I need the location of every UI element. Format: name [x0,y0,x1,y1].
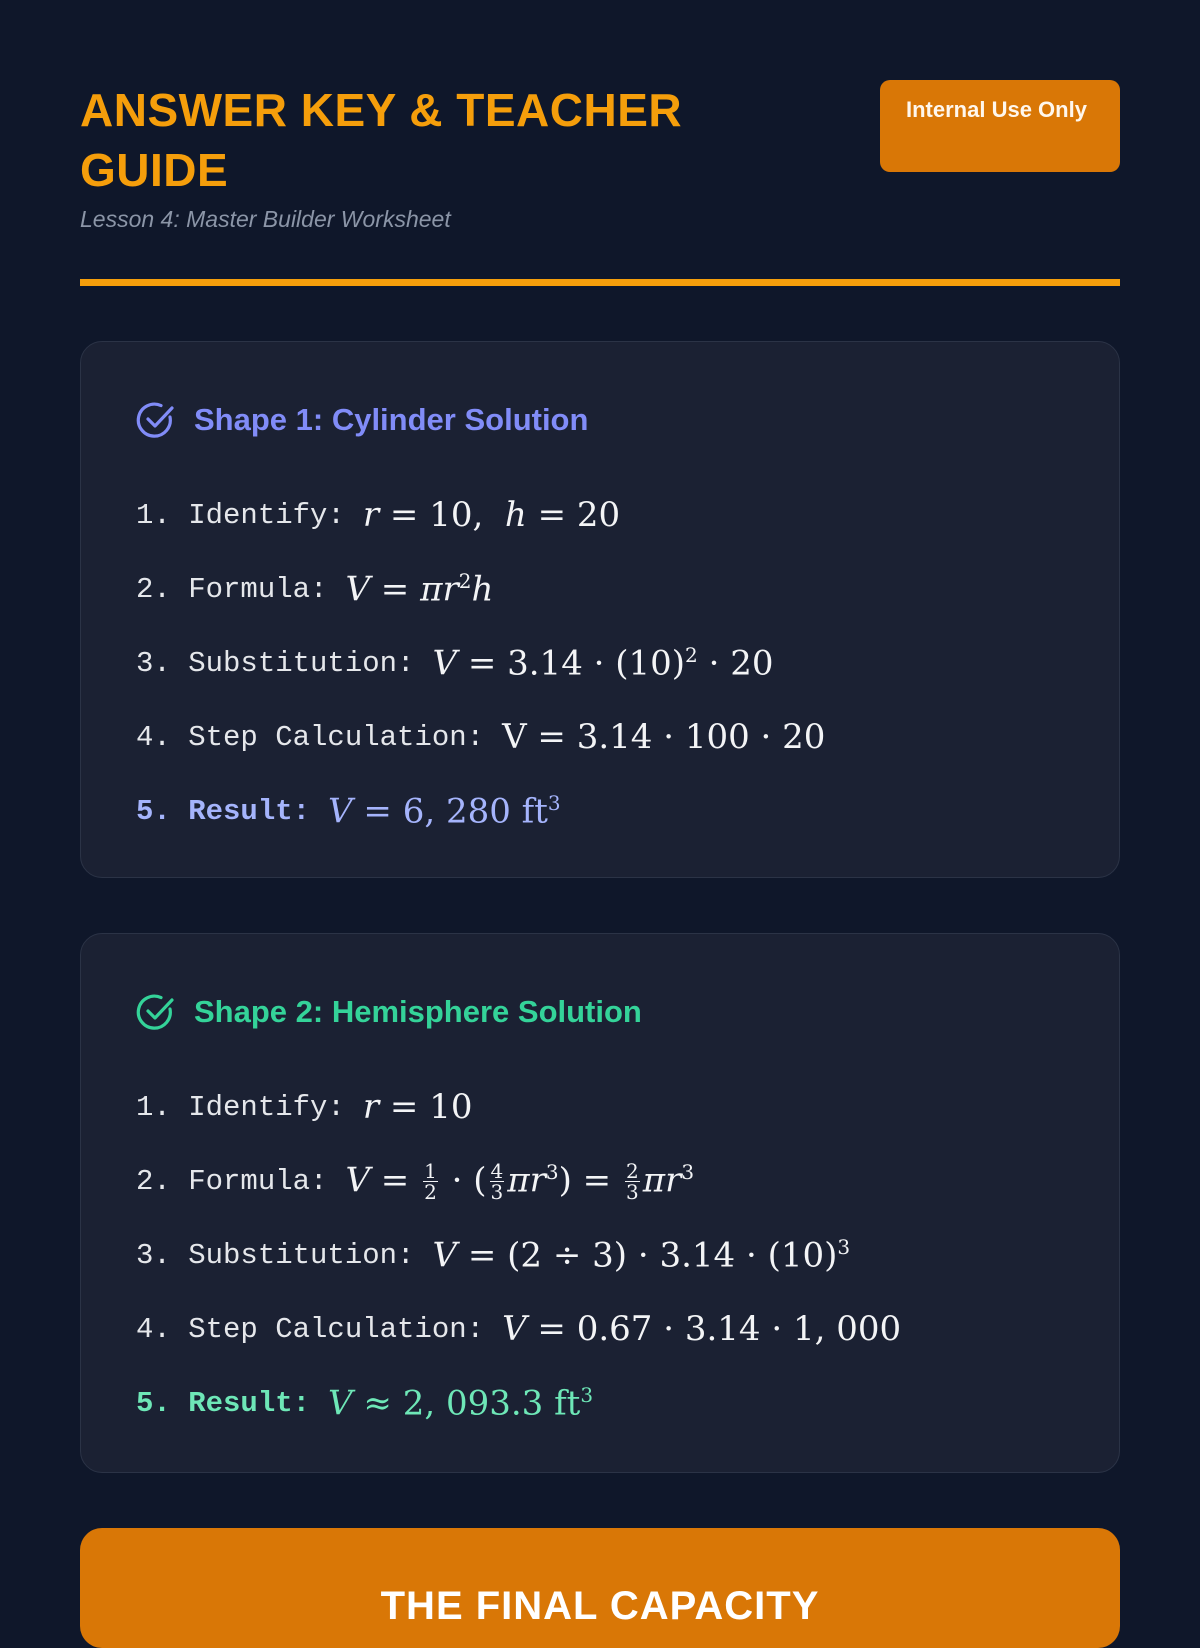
card-header [136,992,642,1032]
step-label: 1. Identify: [136,498,345,532]
card-header [136,400,588,440]
step-identify [136,478,825,552]
step-math: V = 3.14 · 100 · 20 [502,717,826,757]
step-math: V ≈ 2, 093.3 $ft^3$ [328,1382,594,1424]
solution-steps [136,478,825,848]
step-label: 3. Substitution: [136,1238,415,1272]
step-formula [136,1144,901,1218]
step-math: V = 6, 280 $ft^3$ [328,790,561,832]
cylinder-solution-card [80,341,1120,878]
final-capacity-banner [80,1528,1120,1648]
check-circle-icon [136,992,176,1032]
step-label: 4. Step Calculation: [136,1312,485,1346]
step-label: 2. Formula: [136,572,328,606]
step-math: r = 10, h = 20 [362,495,621,535]
card-title: Shape 2: Hemisphere Solution [194,994,642,1029]
step-substitution [136,1218,901,1292]
check-circle-icon [136,400,176,440]
hemisphere-solution-card [80,933,1120,1473]
step-result [136,774,825,848]
page-subtitle: Lesson 4: Master Builder Worksheet [80,206,451,232]
step-label: 5. Result: [136,794,311,828]
header [80,80,1120,233]
step-math: $V = 3.14 \cdot (10)^2 \cdot 20$ [432,642,774,684]
final-capacity-title: THE FINAL CAPACITY [380,1584,820,1628]
step-label: 5. Result: [136,1386,311,1420]
step-label: 1. Identify: [136,1090,345,1124]
step-math: V = $\frac{1}{2}$ · ( $\frac{4}{3}$ $\pi r^3$) = $\frac{2}{3}$ $\pi r^3$ [345,1159,695,1205]
step-substitution [136,626,825,700]
step-formula [136,552,825,626]
step-label: 4. Step Calculation: [136,720,485,754]
step-math: $V = \pi r^2h$ [345,568,494,610]
step-math: $V = (2 \div 3) \cdot 3.14 \cdot (10)^3$ [432,1234,851,1276]
step-math: r = 10 [362,1087,473,1127]
step-result [136,1366,901,1440]
step-label: 3. Substitution: [136,646,415,680]
step-calculation [136,700,825,774]
step-label: 2. Formula: [136,1164,328,1198]
header-divider [80,279,1120,286]
step-math: V = 0.67 · 3.14 · 1, 000 [502,1309,902,1349]
step-calculation [136,1292,901,1366]
page-title: ANSWER KEY & TEACHER GUIDE [80,84,683,196]
internal-use-badge: Internal Use Only [880,80,1120,172]
card-title: Shape 1: Cylinder Solution [194,402,589,437]
step-identify [136,1070,901,1144]
solution-steps [136,1070,901,1440]
